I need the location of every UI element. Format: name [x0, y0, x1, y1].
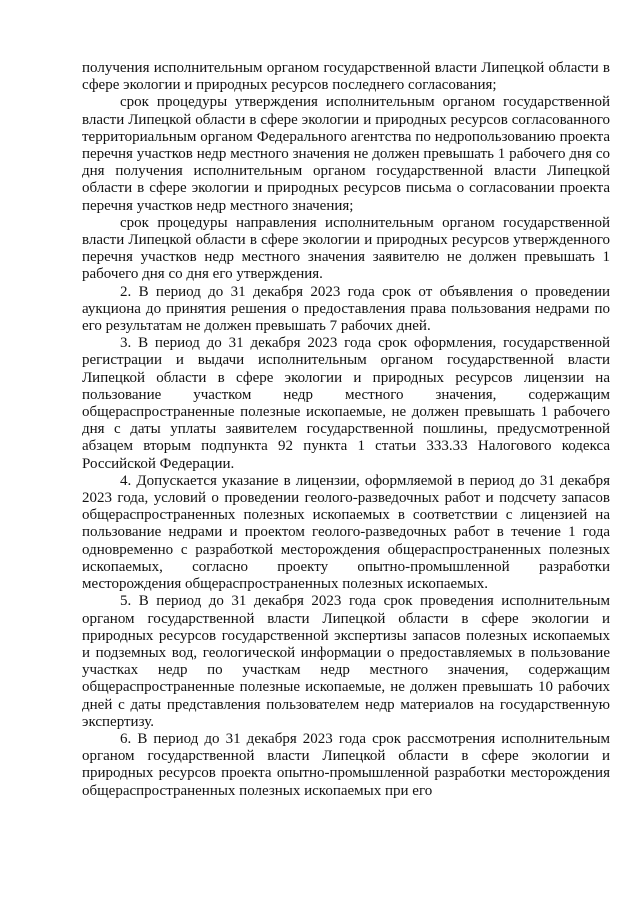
paragraph-item-6: 6. В период до 31 декабря 2023 года срок рассмотрения исполнительным органом государственной власти Липецкой области в сфере экологии и природных ресурсов проекта опытно-промышленной разработки месторождения общераспространенных полезных ископаемых при его	[82, 730, 610, 799]
paragraph-item-3: 3. В период до 31 декабря 2023 года срок оформления, государственной регистрации и выдачи исполнительным органом государственной власти Липецкой области в сфере экологии и природных ресурсов лицензии на пользование участком недр местного значения, содержащим общераспространенные полезные ископаемые, не должен превышать 1 рабочего дня с даты уплаты заявителем государственной пошлины, предусмотренной абзацем вторым подпункта 92 пункта 1 статьи 333.33 Налогового кодекса Российской Федерации.	[82, 335, 610, 472]
paragraph-sending-deadline: срок процедуры направления исполнительным органом государственной власти Липецкой области в сфере экологии и природных ресурсов утвержденного перечня участков недр местного значения заявителю не должен превышать 1 рабочего дня со дня его утверждения.	[82, 214, 610, 283]
document-page	[82, 60, 610, 800]
paragraph-approval-deadline: срок процедуры утверждения исполнительным органом государственной власти Липецкой области в сфере экологии и природных ресурсов согласованного территориальным органом Федерального агентства по недропользованию проекта перечня участков недр местного значения не должен превышать 1 рабочего дня со дня получения исполнительным органом государственной власти Липецкой области в сфере экологии и природных ресурсов письма о согласовании проекта перечня участков недр местного значения;	[82, 94, 610, 214]
paragraph-item-4: 4. Допускается указание в лицензии, оформляемой в период до 31 декабря 2023 года, условий о проведении геолого-разведочных работ и подсчету запасов общераспространенных полезных ископаемых в соответствии с лицензией на пользование недрами и проектом геолого-разведочных работ в течение 1 года одновременно с разработкой месторождения общераспространенных полезных ископаемых, согласно проекту опытно-промышленной разработки месторождения общераспространенных полезных ископаемых.	[82, 472, 610, 593]
paragraph-item-5: 5. В период до 31 декабря 2023 года срок проведения исполнительным органом государственной власти Липецкой области в сфере экологии и природных ресурсов государственной экспертизы запасов полезных ископаемых и подземных вод, геологической информации о предоставляемых в пользование участках недр по участкам недр местного значения, содержащим общераспространенные полезные ископаемые, не должен превышать 10 рабочих дней с даты представления пользователем недр материалов на государственную экспертизу.	[82, 593, 610, 730]
paragraph-continuation: получения исполнительным органом государственной власти Липецкой области в сфере экологии и природных ресурсов последнего согласования;	[82, 60, 610, 94]
paragraph-item-2: 2. В период до 31 декабря 2023 года срок от объявления о проведении аукциона до принятия решения о предоставления права пользования недрами по его результатам не должен превышать 7 рабочих дней.	[82, 283, 610, 335]
